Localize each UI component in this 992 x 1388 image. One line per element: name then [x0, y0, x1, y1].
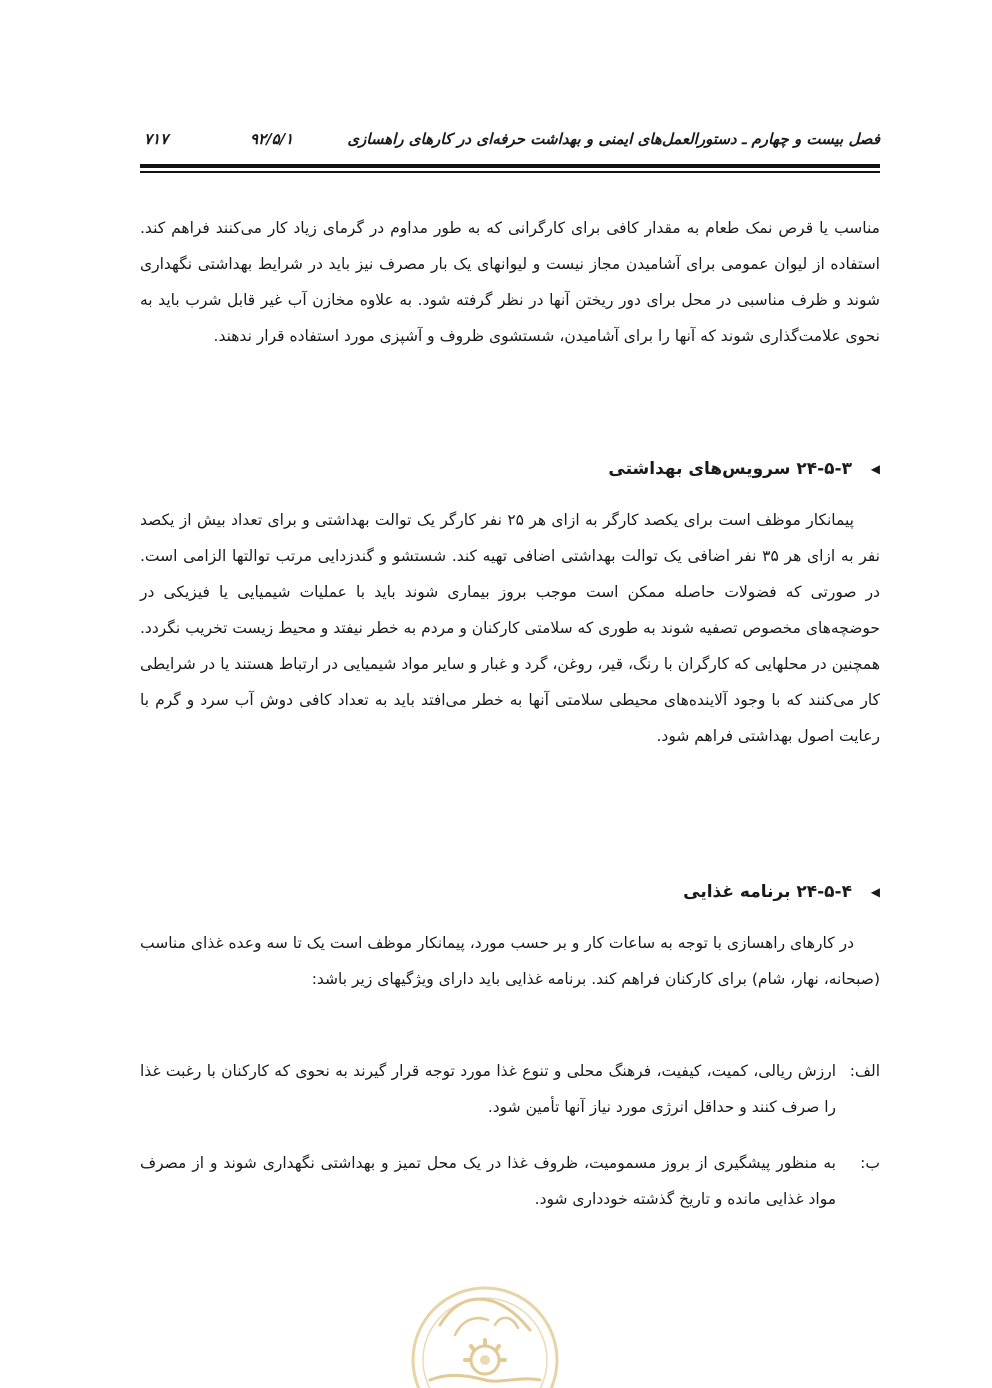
revision-date: ۹۲/۵/۱ — [250, 130, 294, 148]
section-4-heading-text: ۲۴-۵-۴ برنامه غذایی — [683, 882, 852, 902]
running-header — [140, 124, 880, 158]
section-3-paragraph: پیمانکار موظف است برای یکصد کارگر به ازای هر ۲۵ نفر کارگر یک توالت بهداشتی و برای تعداد بیش از یکصد نفر به ازای هر ۳۵ نفر اضافی یک توالت بهداشتی اضافی تهیه کند. شستشو و گندزدایی مرتب توالتها الزامی است. در صورتی که فضولات حاصله ممکن است موجب بروز بیماری شوند باید با عملیات شیمیایی یا فیزیکی در حوضچه‌های مخصوص تصفیه شوند به طوری که سلامتی کارکنان و مردم به خطر نیفتد و محیط زیست تخریب نگردد. همچنین در محلهایی که کارگران با رنگ، قیر، روغن، گرد و غبار و سایر مواد شیمیایی در ارتباط هستند یا در شرایطی کار می‌کنند که با وجود آلاینده‌های محیطی سلامتی آنها به خطر می‌افتد باید به تعداد کافی دوش آب سرد و گرم با رعایت اصول بهداشتی فراهم شود. — [139, 511, 880, 745]
page-number: ۷۱۷ — [144, 130, 169, 148]
section-3-heading-text: ۲۴-۵-۳ سرویس‌های بهداشتی — [608, 459, 852, 479]
header-rule-thin — [140, 171, 880, 173]
intro-paragraph-block — [140, 210, 880, 354]
triangle-left-icon: ◀ — [870, 462, 880, 476]
triangle-left-icon: ◀ — [870, 885, 880, 899]
list-item-alef — [140, 1053, 880, 1125]
list-item-text: ارزش ریالی، کمیت، کیفیت، فرهنگ محلی و تنوع غذا مورد توجه قرار گیرند به نحوی که کارکنان با رغبت غذا را صرف کنند و حداقل انرژی مورد نیاز آنها تأمین شود. — [140, 1062, 836, 1116]
list-item-text: به منظور پیشگیری از بروز مسمومیت، ظروف غذا در یک محل تمیز و بهداشتی نگهداری شوند و از مصرف مواد غذایی مانده و تاریخ گذشته خودداری شود. — [140, 1154, 836, 1208]
header-rule-thick — [140, 164, 880, 168]
intro-paragraph: مناسب یا قرص نمک طعام به مقدار کافی برای کارگرانی که به طور مداوم در گرمای زیاد کار می‌کنند فراهم کند. استفاده از لیوان عمومی برای آشامیدن مجاز نیست و لیوانهای یک بار مصرف نیز باید در شرایط بهداشتی نگهداری شوند و ظرف مناسبی در محل برای دور ریختن آنها در نظر گرفته شود. به علاوه مخازن آب غیر قابل شرب باید به نحوی علامت‌گذاری شوند که آنها را برای آشامیدن، شستشوی ظروف و آشپزی مورد استفاده قرار ندهند. — [140, 219, 880, 345]
list-item-marker: الف: — [849, 1062, 880, 1080]
section-4-paragraph: در کارهای راهسازی با توجه به ساعات کار و بر حسب مورد، پیمانکار موظف است یک تا سه وعده غذای مناسب (صبحانه، نهار، شام) برای کارکنان فراهم کند. برنامه غذایی باید دارای ویژگیهای زیر باشد: — [140, 934, 880, 988]
section-4-heading — [140, 877, 880, 907]
list-item-marker: ب: — [860, 1154, 880, 1172]
section-4-paragraph-block — [140, 925, 880, 997]
publisher-seal-watermark — [400, 1280, 570, 1388]
section-3-paragraph-block — [140, 502, 880, 754]
chapter-title: فصل بیست و چهارم ـ دستورالعمل‌های ایمنی و بهداشت حرفه‌ای در کارهای راهسازی — [347, 130, 880, 148]
section-3-heading — [140, 454, 880, 484]
list-item-be — [140, 1145, 880, 1217]
